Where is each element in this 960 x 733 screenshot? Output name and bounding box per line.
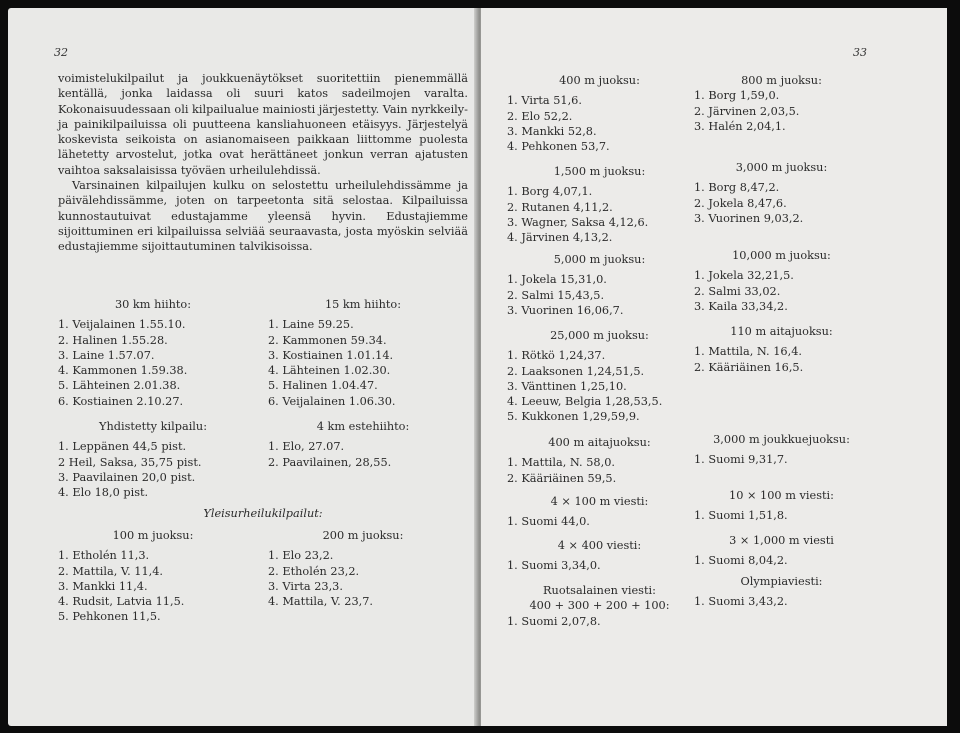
result-row: 1. Jokela 15,31,0. [507, 273, 607, 287]
event-heading: 10,000 m juoksu: [732, 249, 831, 262]
result-block [694, 73, 869, 134]
body-text [58, 71, 468, 255]
result-row: 6. Kostiainen 2.10.27. [58, 394, 184, 408]
page-number: 32 [54, 46, 68, 59]
result-block [507, 583, 692, 629]
result-row: 1. Laine 59.25. [268, 318, 354, 332]
result-block [58, 528, 248, 625]
result-row: 3. Mankki 52,8. [507, 124, 597, 138]
result-row: 1. Suomi 3,43,2. [694, 595, 788, 609]
result-row: 3. Mankki 11,4. [58, 579, 148, 593]
result-row: 4. Lähteinen 1.02.30. [268, 364, 391, 378]
result-row: 2 Heil, Saksa, 35,75 pist. [58, 455, 202, 469]
event-heading: 3,000 m juoksu: [735, 161, 828, 174]
result-row: 3. Vuorinen 16,06,7. [507, 303, 624, 317]
event-heading: 25,000 m juoksu: [550, 329, 649, 342]
section-title: Yleisurheilukilpailut: [203, 507, 323, 520]
result-row: 1. Mattila, N. 58,0. [507, 456, 615, 470]
event-heading: 10 × 100 m viesti: [729, 489, 834, 502]
left-page [8, 8, 478, 726]
result-row: 3. Laine 1.57.07. [58, 348, 155, 362]
result-row: 2. Kääriäinen 16,5. [694, 360, 804, 374]
event-heading: 5,000 m juoksu: [553, 253, 646, 266]
result-block [268, 297, 458, 409]
result-row: 1. Mattila, N. 16,4. [694, 345, 802, 359]
result-block [58, 419, 248, 500]
result-row: 4. Kammonen 1.59.38. [58, 364, 188, 378]
result-row: 4. Rudsit, Latvia 11,5. [58, 595, 185, 609]
result-block [694, 432, 869, 468]
result-block [694, 533, 869, 569]
result-row: 1. Suomi 1,51,8. [694, 509, 788, 523]
event-heading: 400 m juoksu: [559, 74, 640, 87]
result-block [694, 248, 869, 314]
event-heading: 4 km estehiihto: [316, 420, 410, 433]
result-row: 3. Vuorinen 9,03,2. [694, 211, 804, 225]
right-page [481, 8, 947, 726]
result-row: 2. Mattila, V. 11,4. [58, 564, 164, 578]
event-heading: 30 km hiihto: [114, 298, 192, 311]
result-block [694, 488, 869, 524]
event-subheading: 400 + 300 + 200 + 100: [529, 599, 670, 613]
event-heading: 110 m aitajuoksu: [730, 325, 833, 338]
result-row: 1. Borg 8,47,2. [694, 181, 780, 195]
result-row: 3. Kostiainen 1.01.14. [268, 348, 394, 362]
page-number: 33 [853, 46, 867, 59]
event-heading: 800 m juoksu: [741, 74, 822, 87]
result-row: 1. Elo 23,2. [268, 549, 334, 563]
result-row: 2. Kääriäinen 59,5. [507, 471, 617, 485]
result-row: 1. Suomi 9,31,7. [694, 453, 788, 467]
result-row: 1. Elo, 27.07. [268, 440, 345, 454]
result-row: 4. Pehkonen 53,7. [507, 140, 610, 154]
result-row: 2. Järvinen 2,03,5. [694, 104, 800, 118]
result-row: 4. Mattila, V. 23,7. [268, 595, 374, 609]
result-row: 2. Paavilainen, 28,55. [268, 455, 392, 469]
result-row: 2. Halinen 1.55.28. [58, 333, 168, 347]
result-block [694, 574, 869, 610]
event-heading: 1,500 m juoksu: [553, 165, 646, 178]
event-heading: Ruotsalainen viesti: [543, 584, 656, 597]
result-row: 1. Rötkö 1,24,37. [507, 349, 606, 363]
result-row: 2. Kammonen 59.34. [268, 333, 387, 347]
result-block [58, 297, 248, 409]
result-row: 4. Järvinen 4,13,2. [507, 231, 613, 245]
result-row: 1. Borg 1,59,0. [694, 89, 780, 103]
event-heading: 3,000 m joukkuejuoksu: [713, 433, 850, 446]
result-row: 3. Wagner, Saksa 4,12,6. [507, 215, 649, 229]
event-heading: 100 m juoksu: [112, 529, 194, 542]
result-row: 3. Vänttinen 1,25,10. [507, 379, 627, 393]
result-row: 5. Kukkonen 1,29,59,9. [507, 410, 640, 424]
result-row: 2. Salmi 15,43,5. [507, 288, 605, 302]
event-heading: 4 × 100 m viesti: [550, 495, 649, 508]
result-row: 2. Rutanen 4,11,2. [507, 200, 613, 214]
result-block [268, 528, 458, 609]
result-row: 5. Halinen 1.04.47. [268, 379, 378, 393]
result-row: 2. Laaksonen 1,24,51,5. [507, 364, 645, 378]
event-heading: Yhdistetty kilpailu: [99, 420, 207, 433]
result-row: 1. Borg 4,07,1. [507, 185, 593, 199]
event-heading: 15 km hiihto: [324, 298, 402, 311]
result-row: 1. Suomi 3,34,0. [507, 559, 601, 573]
event-heading: Olympiaviesti: [740, 575, 823, 588]
result-row: 2. Salmi 33,02. [694, 284, 781, 298]
result-row: 4. Elo 18,0 pist. [58, 486, 149, 500]
result-row: 6. Veijalainen 1.06.30. [268, 394, 396, 408]
paragraph: Varsinainen kilpailujen kulku on selostettu urheilulehdissämme ja päivälehdissämme, joten on tarpeetonta sitä selostaa. Kilpailuissa kunnostautuivat edustajamme yleensä hyvin. Edustajiemme sijoittuminen eri kilpailuissa selviää seuraavasta, josta myöskin selviää edustajiemme sijoittautuminen talvikisoissa. [58, 179, 468, 254]
result-block [507, 435, 692, 486]
event-heading: 4 × 400 viesti: [557, 539, 642, 552]
result-row: 1. Suomi 44,0. [507, 515, 590, 529]
result-row: 1. Virta 51,6. [507, 94, 582, 108]
result-row: 1. Suomi 2,07,8. [507, 614, 601, 628]
result-block [507, 494, 692, 530]
result-row: 2. Etholén 23,2. [268, 564, 360, 578]
result-row: 1. Leppänen 44,5 pist. [58, 440, 187, 454]
result-row: 1. Etholén 11,3. [58, 549, 150, 563]
result-block [507, 328, 692, 425]
event-heading: 3 × 1,000 m viesti [729, 534, 834, 547]
result-row: 3. Halén 2,04,1. [694, 119, 786, 133]
event-heading: 200 m juoksu: [322, 529, 404, 542]
result-row: 2. Elo 52,2. [507, 109, 573, 123]
event-heading: 400 m aitajuoksu: [548, 436, 651, 449]
result-row: 1. Jokela 32,21,5. [694, 269, 794, 283]
result-row: 5. Lähteinen 2.01.38. [58, 379, 181, 393]
result-block [268, 419, 458, 470]
result-block [694, 324, 869, 375]
result-row: 1. Suomi 8,04,2. [694, 554, 788, 568]
result-row: 3. Paavilainen 20,0 pist. [58, 470, 196, 484]
result-block [507, 73, 692, 154]
result-row: 3. Virta 23,3. [268, 579, 343, 593]
result-block [507, 252, 692, 318]
result-row: 3. Kaila 33,34,2. [694, 299, 788, 313]
result-block [507, 164, 692, 245]
result-row: 1. Veijalainen 1.55.10. [58, 318, 186, 332]
result-row: 4. Leeuw, Belgia 1,28,53,5. [507, 395, 663, 409]
paragraph: voimistelukilpailut ja joukkuenäytökset suoritettiin pienemmällä kentällä, jonka laidassa oli suuri katos sadeilmojen varalta. Kokonaisuudessaan oli kilpailualue mainiosti järjestetty. Vain nyrkkeily- ja painikilpailuissa oli puutteena kansliahuoneen etäisyys. Järjestelyä koskevista seikoista on asianomaiseen paikkaan liittomme puolesta lähetetty arvostelut, jotka ovat herättäneet jonkun verran ajatusten vaihtoa saksalaisissa työväen urheilulehdissä. [58, 72, 468, 177]
result-row: 2. Jokela 8,47,6. [694, 196, 787, 210]
result-block [507, 538, 692, 574]
result-block [694, 160, 869, 226]
result-row: 5. Pehkonen 11,5. [58, 610, 161, 624]
